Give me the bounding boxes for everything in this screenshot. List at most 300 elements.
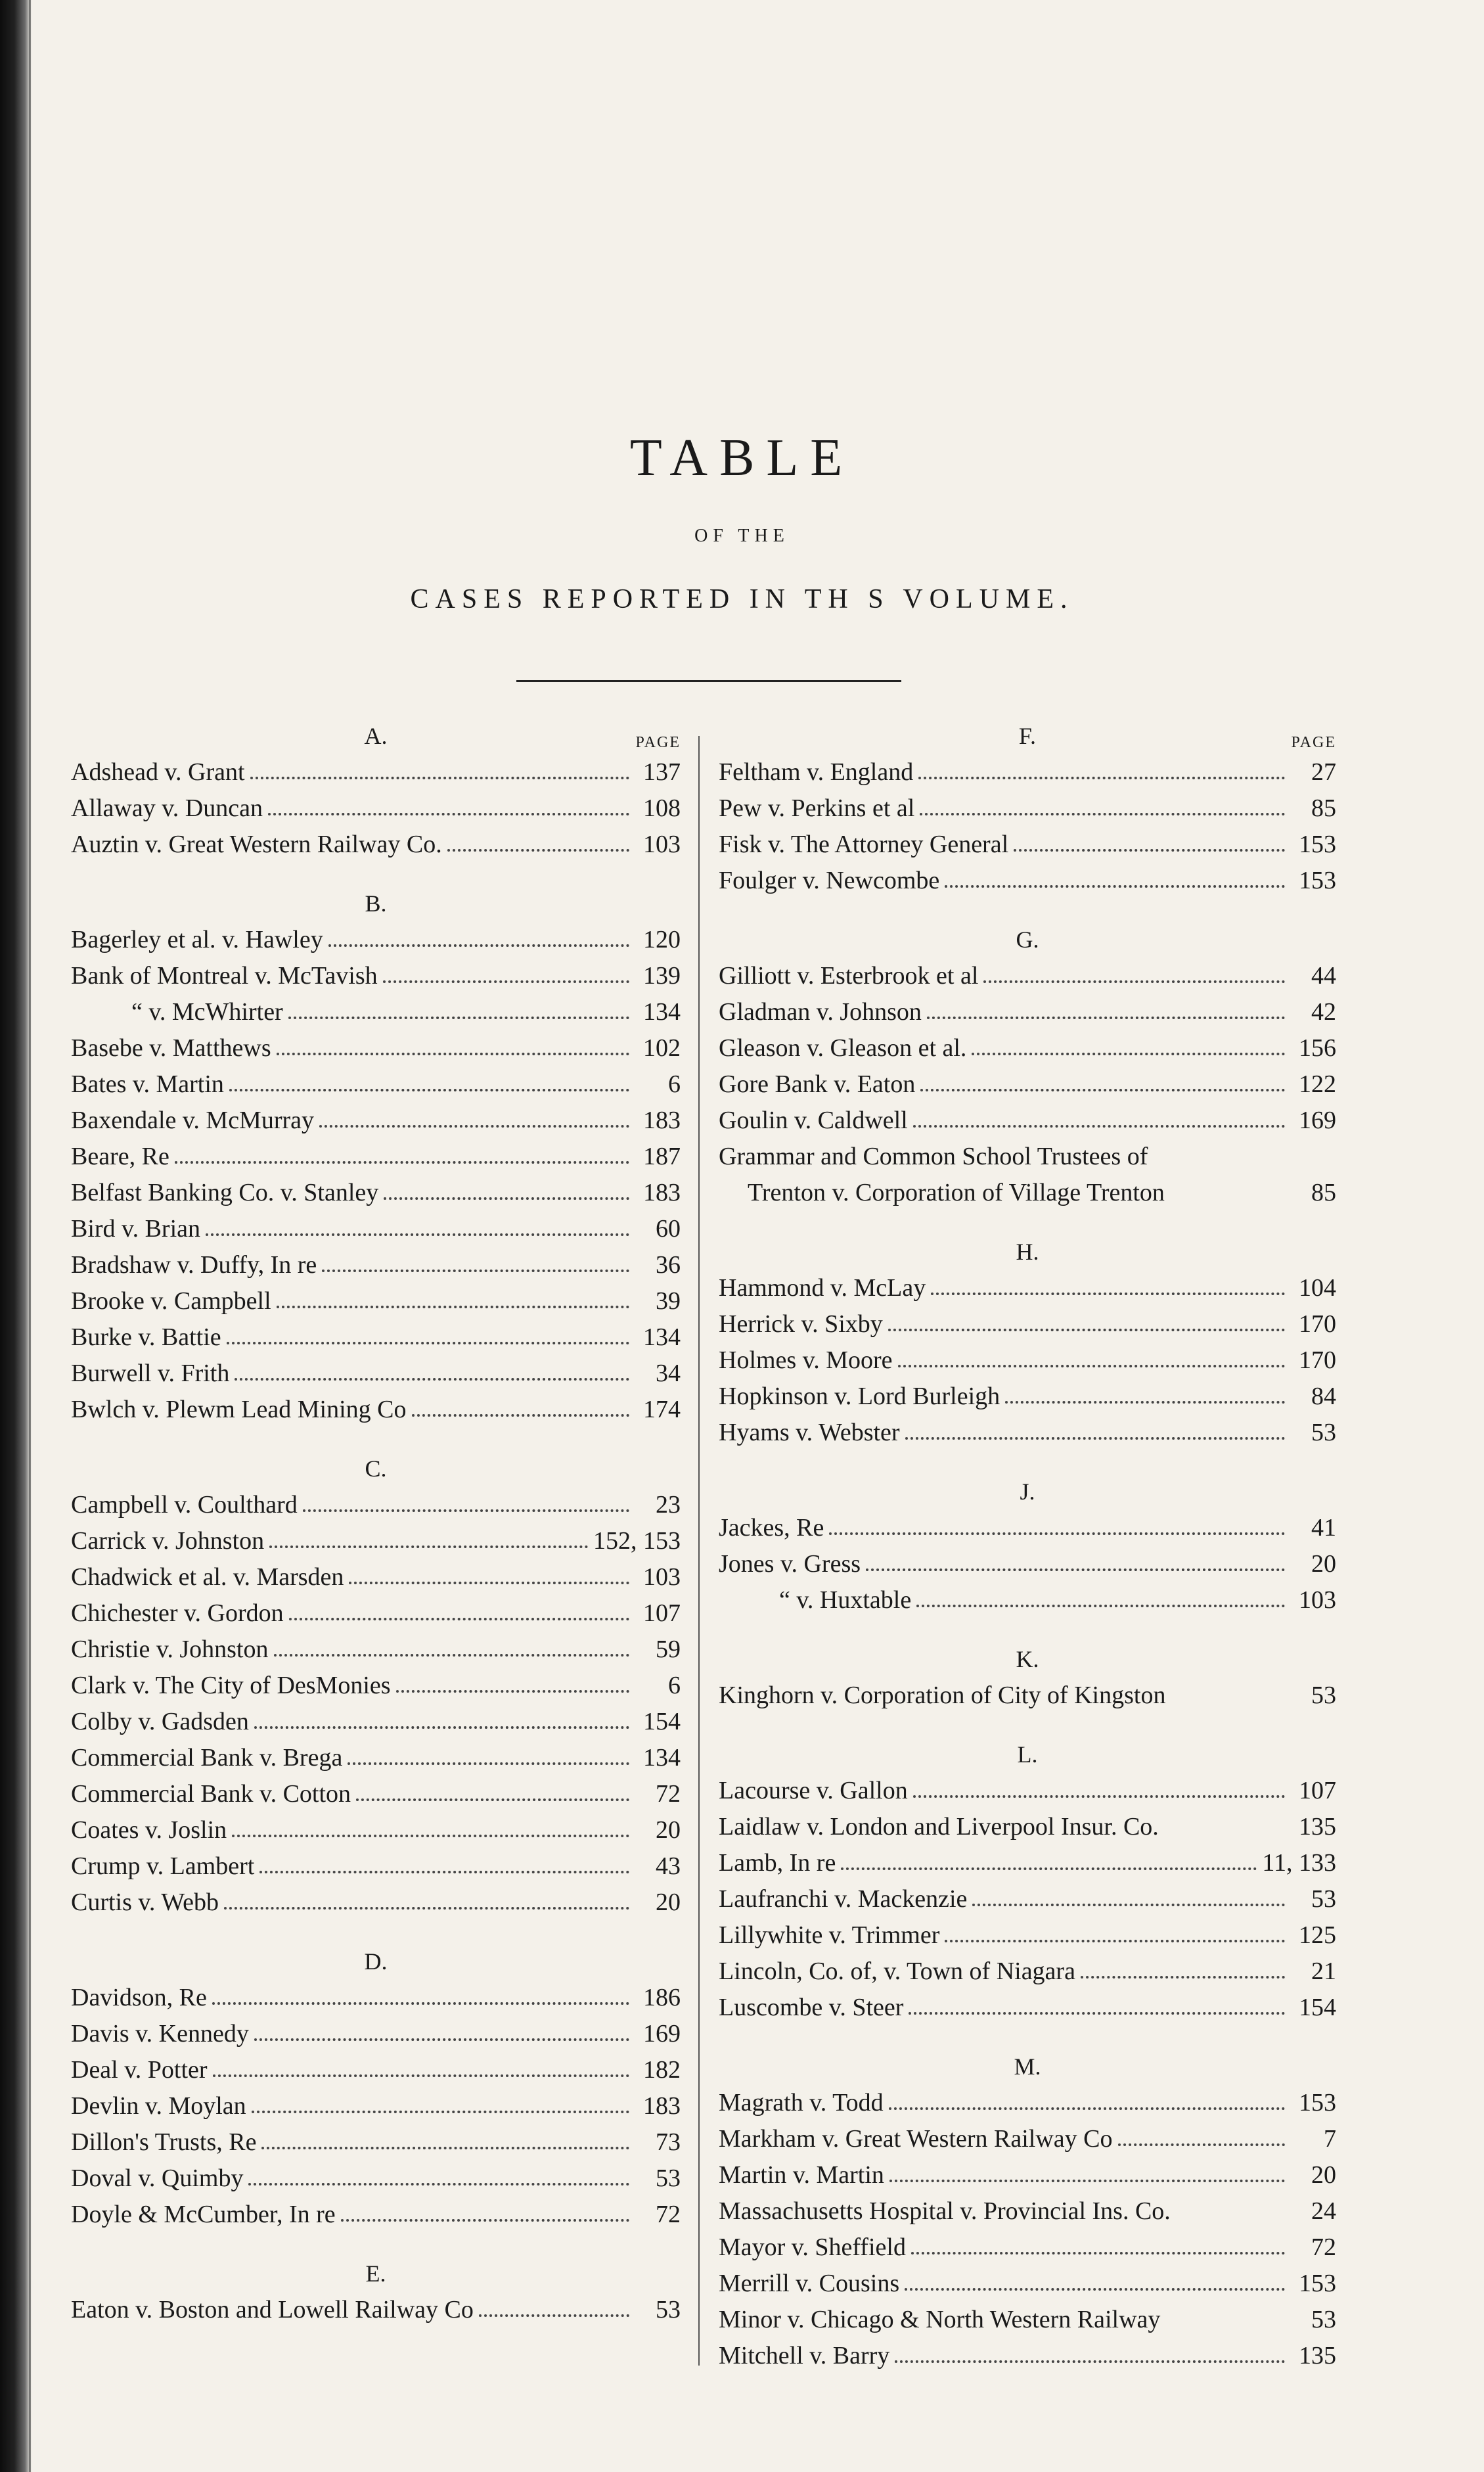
section-gap [71, 863, 681, 885]
case-entry [719, 1678, 1336, 1714]
case-entry [719, 754, 1336, 790]
section-gap [719, 1618, 1336, 1641]
dot-leader [396, 1690, 629, 1693]
case-name: Jackes, Re [719, 1514, 824, 1542]
section-letter [71, 2255, 681, 2292]
case-entry [719, 1379, 1336, 1415]
dot-leader [918, 777, 1285, 779]
case-name: Doval v. Quimby [71, 2164, 244, 2192]
case-page-number: 134 [643, 1744, 681, 1772]
section-gap [719, 899, 1336, 921]
case-entry [719, 1881, 1336, 1917]
case-page-number: 125 [1299, 1921, 1336, 1949]
case-page-number: 39 [656, 1287, 681, 1315]
case-name: Martin v. Martin [719, 2161, 884, 2189]
case-page-number: 6 [668, 1070, 681, 1098]
dot-leader [412, 1414, 630, 1417]
case-entry [71, 1559, 681, 1595]
index-section [71, 718, 681, 863]
case-entry [719, 1954, 1336, 1990]
title-of-the: OF THE [694, 526, 790, 546]
case-name: Kinghorn v. Corporation of City of Kingston [719, 1682, 1166, 1709]
case-page-number: 108 [643, 794, 681, 822]
case-entry [71, 1283, 681, 1319]
dot-leader [250, 777, 629, 779]
case-name: Grammar and Common School Trustees of [719, 1143, 1148, 1170]
case-entry [719, 1103, 1336, 1139]
case-page-number: 169 [1299, 1107, 1336, 1134]
case-entry [71, 922, 681, 958]
dot-leader [1118, 2143, 1285, 2146]
dot-leader [931, 1293, 1285, 1295]
dot-leader [895, 2360, 1285, 2363]
case-entry [71, 827, 681, 863]
case-name: Lamb, In re [719, 1849, 836, 1877]
case-page-number: 107 [1299, 1777, 1336, 1804]
case-entry [71, 1848, 681, 1885]
case-page-number: 122 [1299, 1070, 1336, 1098]
case-entry [719, 1809, 1336, 1845]
section-letter-text: J. [1020, 1478, 1035, 1505]
case-name: Adshead v. Grant [71, 758, 245, 786]
section-letter-text: D. [364, 1948, 388, 1975]
case-entry [71, 1139, 681, 1175]
case-name: Feltham v. England [719, 758, 914, 786]
section-letter [719, 718, 1336, 754]
index-section [71, 885, 681, 1428]
case-entry [71, 1175, 681, 1211]
case-page-number: 153 [1299, 2270, 1336, 2297]
case-entry [71, 1980, 681, 2016]
case-page-number: 135 [1299, 1813, 1336, 1841]
case-page-number: 85 [1311, 794, 1336, 822]
case-name: Crump v. Lambert [71, 1852, 255, 1880]
case-name: Beare, Re [71, 1143, 169, 1170]
case-entry [71, 1668, 681, 1704]
case-page-number: 134 [643, 1323, 681, 1351]
dot-leader [254, 2038, 629, 2041]
dot-leader [898, 1365, 1285, 1367]
dot-leader [277, 1053, 629, 1055]
case-name: Christie v. Johnston [71, 1636, 269, 1663]
case-page-number: 42 [1311, 998, 1336, 1026]
case-name: Clark v. The City of DesMonies [71, 1672, 391, 1699]
case-name: Burke v. Battie [71, 1323, 221, 1351]
dot-leader [288, 1017, 629, 1019]
case-entry [719, 2121, 1336, 2157]
case-name: Burwell v. Frith [71, 1360, 230, 1387]
page-column-label: PAGE [1291, 734, 1336, 751]
index-section [719, 921, 1336, 1211]
section-letter-text: L. [1017, 1741, 1038, 1768]
case-entry [719, 1845, 1336, 1881]
case-page-number: 183 [643, 2092, 681, 2120]
index-section [719, 2048, 1336, 2374]
section-letter-text: B. [365, 890, 387, 917]
dot-leader [905, 2288, 1285, 2291]
index-section [719, 1641, 1336, 1714]
case-entry [719, 1546, 1336, 1582]
index-section [719, 1473, 1336, 1618]
case-name: Bagerley et al. v. Hawley [71, 926, 323, 953]
case-name: Laidlaw v. London and Liverpool Insur. Co. [719, 1813, 1159, 1841]
section-letter-text: C. [365, 1455, 387, 1482]
section-letter [719, 1736, 1336, 1773]
case-page-number: 139 [643, 962, 681, 990]
case-name: Doyle & McCumber, In re [71, 2201, 336, 2228]
case-entry [719, 1990, 1336, 2026]
case-page-number: 153 [1299, 2089, 1336, 2117]
dot-leader [983, 980, 1285, 983]
case-page-number: 11, 133 [1262, 1849, 1336, 1877]
dot-leader [383, 980, 629, 983]
case-page-number: 169 [643, 2020, 681, 2048]
case-page-number: 186 [643, 1984, 681, 2011]
case-entry [719, 1917, 1336, 1954]
case-name: Chichester v. Gordon [71, 1599, 284, 1627]
case-page-number: 24 [1311, 2197, 1336, 2225]
section-letter [71, 1450, 681, 1487]
case-entry [71, 1523, 681, 1559]
dot-leader [889, 2107, 1285, 2110]
case-page-number: 72 [1311, 2233, 1336, 2261]
case-name: Baxendale v. McMurray [71, 1107, 315, 1134]
section-letter [719, 1641, 1336, 1678]
case-entry [719, 863, 1336, 899]
case-page-number: 156 [1299, 1034, 1336, 1062]
dot-leader [213, 2074, 629, 2077]
case-name: Merrill v. Cousins [719, 2270, 900, 2297]
section-letter-text: G. [1016, 927, 1039, 953]
case-page-number: 152, 153 [593, 1527, 681, 1555]
case-name: Auztin v. Great Western Railway Co. [71, 831, 442, 858]
case-name: Brooke v. Campbell [71, 1287, 271, 1315]
case-entry [71, 2052, 681, 2088]
case-name: Goulin v. Caldwell [719, 1107, 908, 1134]
case-name: Colby v. Gadsden [71, 1708, 249, 1735]
case-page-number: 36 [656, 1251, 681, 1279]
case-page-number: 187 [643, 1143, 681, 1170]
section-letter [719, 1233, 1336, 1270]
case-name: “ v. Huxtable [779, 1586, 912, 1614]
dot-leader [206, 1233, 629, 1236]
case-page-number: 183 [643, 1107, 681, 1134]
dot-leader [328, 944, 629, 947]
section-gap [71, 2233, 681, 2255]
section-letter-text: A. [364, 723, 388, 749]
case-page-number: 27 [1311, 758, 1336, 786]
page-subtitle: CASES REPORTED IN TH S VOLUME. [410, 584, 1074, 614]
dot-leader [866, 1568, 1285, 1571]
case-entry [719, 1342, 1336, 1379]
section-gap [719, 1451, 1336, 1473]
case-page-number: 43 [656, 1852, 681, 1880]
dot-leader [348, 1762, 629, 1765]
dot-leader [232, 1835, 629, 1837]
section-gap [719, 1211, 1336, 1233]
case-name: Lillywhite v. Trimmer [719, 1921, 940, 1949]
case-name: Lacourse v. Gallon [719, 1777, 908, 1804]
dot-leader [1005, 1401, 1285, 1404]
case-entry [719, 2193, 1336, 2230]
case-entry [719, 2085, 1336, 2121]
case-name: Mayor v. Sheffield [719, 2233, 906, 2261]
case-name: Basebe v. Matthews [71, 1034, 271, 1062]
index-section [719, 1233, 1336, 1451]
dot-leader [319, 1125, 629, 1128]
section-gap [71, 1921, 681, 1943]
case-entry [719, 790, 1336, 827]
dot-leader [972, 1904, 1285, 1906]
dot-leader [911, 2252, 1285, 2255]
dot-leader [261, 2147, 629, 2149]
case-page-number: 102 [643, 1034, 681, 1062]
dot-leader [248, 2183, 629, 2186]
section-letter [719, 921, 1336, 958]
case-entry [719, 1139, 1336, 1211]
case-entry [719, 1415, 1336, 1451]
case-page-number: 53 [1311, 1682, 1336, 1709]
case-page-number: 153 [1299, 831, 1336, 858]
case-entry [71, 1211, 681, 1247]
case-entry [71, 2124, 681, 2161]
case-page-number: 137 [643, 758, 681, 786]
dot-leader [829, 1532, 1285, 1535]
page-column-label: PAGE [635, 734, 681, 751]
case-name: Minor v. Chicago & North Western Railway [719, 2306, 1161, 2333]
case-name: Foulger v. Newcombe [719, 867, 940, 894]
column-divider [698, 736, 700, 2366]
case-entry [71, 2197, 681, 2233]
section-letter-text: K. [1016, 1646, 1039, 1672]
case-name: Belfast Banking Co. v. Stanley [71, 1179, 379, 1206]
dot-leader [384, 1197, 629, 1200]
dot-leader [289, 1618, 629, 1620]
dot-leader [1014, 849, 1285, 852]
case-page-number: 53 [1311, 1885, 1336, 1913]
case-entry [71, 1740, 681, 1776]
case-entry [71, 754, 681, 790]
case-name-continued-row [719, 1175, 1336, 1211]
case-name: Davidson, Re [71, 1984, 207, 2011]
section-letter [719, 2048, 1336, 2085]
case-page-number: 154 [1299, 1994, 1336, 2021]
case-entry [71, 1776, 681, 1812]
case-name: Laufranchi v. Mackenzie [719, 1885, 968, 1913]
case-name: Gleason v. Gleason et al. [719, 1034, 967, 1062]
dot-leader [945, 885, 1285, 888]
case-entry [71, 958, 681, 994]
dot-leader [447, 849, 629, 852]
section-letter-text: E. [365, 2260, 386, 2287]
index-section [71, 1450, 681, 1921]
case-page-number: 134 [643, 998, 681, 1026]
case-page-number: 20 [1311, 1550, 1336, 1578]
case-entry [719, 1510, 1336, 1546]
case-name: Commercial Bank v. Brega [71, 1744, 343, 1772]
case-page-number: 34 [656, 1360, 681, 1387]
case-entry [71, 1487, 681, 1523]
case-name: Carrick v. Johnston [71, 1527, 265, 1555]
dot-leader [341, 2219, 629, 2222]
case-name-continued: Trenton v. Corporation of Village Trenton [748, 1179, 1165, 1206]
case-page-number: 104 [1299, 1274, 1336, 1302]
case-page-number: 183 [643, 1179, 681, 1206]
dot-leader [349, 1582, 629, 1584]
case-entry [719, 827, 1336, 863]
case-entry [71, 1392, 681, 1428]
section-letter-text: F. [1018, 723, 1037, 749]
case-name: Davis v. Kennedy [71, 2020, 249, 2048]
section-letter [71, 718, 681, 754]
dot-leader [268, 813, 629, 815]
dot-leader [252, 2111, 629, 2113]
case-entry [71, 1704, 681, 1740]
case-page-number: 72 [656, 2201, 681, 2228]
dot-leader [322, 1270, 629, 1272]
dot-leader [277, 1306, 629, 1308]
case-entry [71, 1356, 681, 1392]
case-name: Herrick v. Sixby [719, 1310, 883, 1338]
dot-leader [229, 1089, 629, 1091]
case-page-number: 135 [1299, 2342, 1336, 2369]
case-name: Campbell v. Coulthard [71, 1491, 298, 1519]
dot-leader [972, 1053, 1285, 1055]
case-name: Bird v. Brian [71, 1215, 201, 1243]
case-entry [719, 2302, 1336, 2338]
case-entry [71, 2016, 681, 2052]
page-edge-line [29, 0, 31, 2472]
dot-leader [913, 1125, 1285, 1128]
case-name: Hyams v. Webster [719, 1419, 900, 1446]
dot-leader [905, 1437, 1285, 1440]
section-gap [719, 2026, 1336, 2048]
case-page-number: 84 [1311, 1383, 1336, 1410]
case-name: Deal v. Potter [71, 2056, 208, 2084]
case-entry [719, 1030, 1336, 1066]
case-name: Bradshaw v. Duffy, In re [71, 1251, 317, 1279]
case-page-number: 60 [656, 1215, 681, 1243]
case-page-number: 7 [1324, 2125, 1336, 2153]
dot-leader [212, 2002, 629, 2005]
case-page-number: 20 [1311, 2161, 1336, 2189]
page-title: TABLE [629, 429, 855, 487]
right-column [719, 718, 1336, 2374]
case-page-number: 53 [656, 2164, 681, 2192]
index-section [71, 2255, 681, 2328]
case-page-number: 174 [643, 1396, 681, 1423]
case-name: Gilliott v. Esterbrook et al [719, 962, 979, 990]
index-section [719, 718, 1336, 899]
dot-leader [1081, 1976, 1285, 1979]
case-entry [719, 958, 1336, 994]
case-page-number: 20 [656, 1816, 681, 1844]
section-letter [719, 1473, 1336, 1510]
case-page-number: 20 [656, 1888, 681, 1916]
case-page-number: 154 [643, 1708, 681, 1735]
case-name: “ v. McWhirter [131, 998, 283, 1026]
dot-leader [175, 1161, 629, 1164]
case-entry [719, 994, 1336, 1030]
dot-leader [259, 1871, 629, 1873]
case-entry [71, 1066, 681, 1103]
case-page-number: 53 [1311, 2306, 1336, 2333]
case-page-number: 41 [1311, 1514, 1336, 1542]
case-name: Markham v. Great Western Railway Co [719, 2125, 1113, 2153]
case-page-number: 6 [668, 1672, 681, 1699]
section-letter-text: M. [1014, 2053, 1041, 2080]
dot-leader [888, 1329, 1285, 1331]
case-name: Hammond v. McLay [719, 1274, 926, 1302]
case-page-number: 85 [1311, 1179, 1336, 1206]
case-name: Hopkinson v. Lord Burleigh [719, 1383, 1001, 1410]
dot-leader [916, 1605, 1285, 1607]
case-name: Allaway v. Duncan [71, 794, 263, 822]
case-name: Jones v. Gress [719, 1550, 861, 1578]
case-entry [71, 994, 681, 1030]
dot-leader [235, 1378, 629, 1381]
case-page-number: 23 [656, 1491, 681, 1519]
case-name: Holmes v. Moore [719, 1346, 893, 1374]
dot-leader [269, 1545, 588, 1548]
case-entry [71, 1103, 681, 1139]
case-entry [71, 2161, 681, 2197]
book-spine-shadow [0, 0, 32, 2472]
case-entry [719, 1582, 1336, 1618]
dot-leader [356, 1798, 629, 1801]
case-page-number: 59 [656, 1636, 681, 1663]
case-page-number: 170 [1299, 1346, 1336, 1374]
case-entry [71, 1595, 681, 1632]
case-page-number: 103 [643, 831, 681, 858]
case-name: Dillon's Trusts, Re [71, 2128, 257, 2156]
case-entry [71, 1030, 681, 1066]
dot-leader [274, 1654, 630, 1657]
case-name: Bates v. Martin [71, 1070, 224, 1098]
dot-leader [927, 1017, 1285, 1019]
dot-leader [920, 813, 1285, 815]
case-entry [719, 2157, 1336, 2193]
case-entry [71, 2088, 681, 2124]
case-page-number: 53 [656, 2296, 681, 2323]
case-entry [71, 1247, 681, 1283]
case-name: Curtis v. Webb [71, 1888, 219, 1916]
case-name: Luscombe v. Steer [719, 1994, 904, 2021]
dot-leader [224, 1907, 629, 1910]
section-letter [71, 885, 681, 922]
case-page-number: 103 [643, 1563, 681, 1591]
case-name: Mitchell v. Barry [719, 2342, 890, 2369]
section-gap [71, 1428, 681, 1450]
case-entry [719, 1066, 1336, 1103]
dot-leader [479, 2314, 629, 2317]
dot-leader [913, 1795, 1285, 1798]
case-entry [71, 2292, 681, 2328]
case-name: Devlin v. Moylan [71, 2092, 246, 2120]
case-name: Bwlch v. Plewm Lead Mining Co [71, 1396, 407, 1423]
dot-leader [945, 1940, 1285, 1942]
case-page-number: 120 [643, 926, 681, 953]
case-entry [719, 2230, 1336, 2266]
case-entry [719, 2338, 1336, 2374]
case-page-number: 53 [1311, 1419, 1336, 1446]
dot-leader [841, 1867, 1257, 1870]
dot-leader [920, 1089, 1285, 1091]
case-page-number: 44 [1311, 962, 1336, 990]
index-section [71, 1943, 681, 2233]
case-name: Fisk v. The Attorney General [719, 831, 1009, 858]
case-entry [71, 1632, 681, 1668]
